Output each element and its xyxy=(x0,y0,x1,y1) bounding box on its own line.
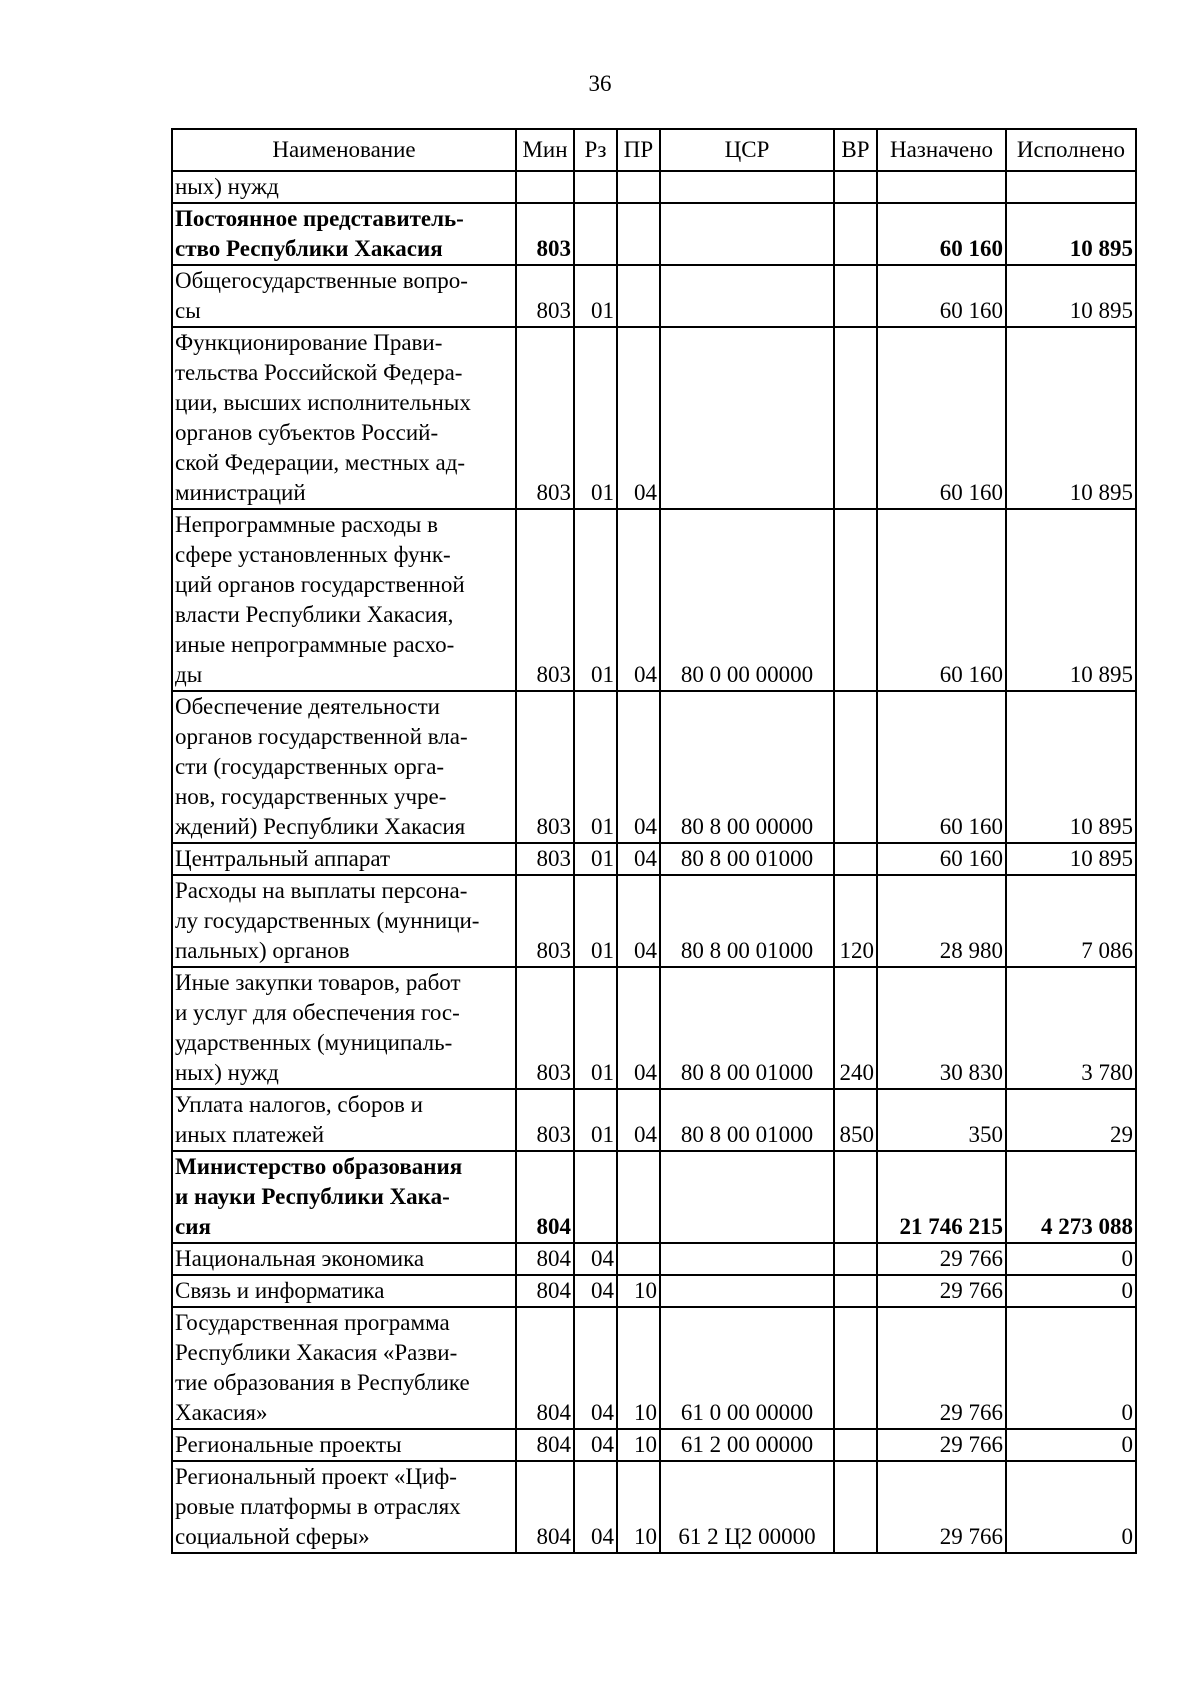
cell-assigned: 29 766 xyxy=(877,1275,1006,1307)
table-header-row xyxy=(172,129,1136,171)
cell-vr xyxy=(834,203,877,265)
cell-min: 803 xyxy=(516,967,574,1089)
table-body xyxy=(172,171,1136,1553)
cell-rz xyxy=(574,203,617,265)
cell-assigned: 60 160 xyxy=(877,203,1006,265)
header-executed: Исполнено xyxy=(1006,129,1136,171)
cell-csr xyxy=(660,1243,834,1275)
cell-rz: 04 xyxy=(574,1275,617,1307)
table-row xyxy=(172,1307,1136,1429)
cell-assigned: 21 746 215 xyxy=(877,1151,1006,1243)
cell-min: 803 xyxy=(516,265,574,327)
cell-rz: 01 xyxy=(574,875,617,967)
table-row xyxy=(172,171,1136,203)
cell-name: Обеспечение деятельности органов государственной вла- сти (государственных орга- нов, государственных учре- ждений) Республики Хакасия xyxy=(172,691,516,843)
cell-rz: 01 xyxy=(574,843,617,875)
table-row xyxy=(172,1429,1136,1461)
header-name: Наименование xyxy=(172,129,516,171)
table-row xyxy=(172,1243,1136,1275)
cell-vr xyxy=(834,1429,877,1461)
cell-rz xyxy=(574,1151,617,1243)
cell-pr: 04 xyxy=(617,327,660,509)
cell-assigned: 350 xyxy=(877,1089,1006,1151)
cell-name: Иные закупки товаров, работ и услуг для обеспечения гос- ударственных (муниципаль- ных) нужд xyxy=(172,967,516,1089)
cell-executed: 0 xyxy=(1006,1429,1136,1461)
cell-min: 803 xyxy=(516,203,574,265)
cell-min: 803 xyxy=(516,843,574,875)
cell-vr: 240 xyxy=(834,967,877,1089)
cell-assigned: 29 766 xyxy=(877,1243,1006,1275)
cell-min: 803 xyxy=(516,875,574,967)
cell-executed: 10 895 xyxy=(1006,327,1136,509)
cell-executed: 3 780 xyxy=(1006,967,1136,1089)
table-row xyxy=(172,203,1136,265)
cell-assigned: 30 830 xyxy=(877,967,1006,1089)
cell-executed: 0 xyxy=(1006,1243,1136,1275)
cell-vr xyxy=(834,1461,877,1553)
cell-name: Региональные проекты xyxy=(172,1429,516,1461)
table-row xyxy=(172,843,1136,875)
cell-min: 803 xyxy=(516,691,574,843)
cell-rz: 01 xyxy=(574,265,617,327)
table-row xyxy=(172,265,1136,327)
header-min: Мин xyxy=(516,129,574,171)
cell-min: 804 xyxy=(516,1275,574,1307)
cell-min xyxy=(516,171,574,203)
cell-rz: 04 xyxy=(574,1307,617,1429)
cell-assigned: 60 160 xyxy=(877,509,1006,691)
cell-vr: 850 xyxy=(834,1089,877,1151)
cell-min: 803 xyxy=(516,1089,574,1151)
cell-assigned: 60 160 xyxy=(877,691,1006,843)
cell-name: Государственная программа Республики Хакасия «Разви- тие образования в Республике Хакасия» xyxy=(172,1307,516,1429)
cell-name: Расходы на выплаты персона- лу государственных (мунници- пальных) органов xyxy=(172,875,516,967)
table-row xyxy=(172,875,1136,967)
cell-vr: 120 xyxy=(834,875,877,967)
cell-pr: 04 xyxy=(617,967,660,1089)
cell-executed: 10 895 xyxy=(1006,691,1136,843)
cell-pr xyxy=(617,265,660,327)
cell-vr xyxy=(834,1243,877,1275)
cell-csr: 61 2 00 00000 xyxy=(660,1429,834,1461)
cell-rz: 01 xyxy=(574,1089,617,1151)
cell-assigned: 29 766 xyxy=(877,1307,1006,1429)
cell-csr: 61 2 Ц2 00000 xyxy=(660,1461,834,1553)
cell-executed: 10 895 xyxy=(1006,509,1136,691)
table-row xyxy=(172,509,1136,691)
cell-min: 803 xyxy=(516,327,574,509)
cell-vr xyxy=(834,327,877,509)
cell-vr xyxy=(834,1307,877,1429)
cell-executed: 7 086 xyxy=(1006,875,1136,967)
cell-min: 804 xyxy=(516,1461,574,1553)
cell-executed: 0 xyxy=(1006,1275,1136,1307)
table-row xyxy=(172,1275,1136,1307)
budget-table xyxy=(171,128,1137,1554)
cell-name: Постоянное представитель- ство Республики Хакасия xyxy=(172,203,516,265)
cell-name: Связь и информатика xyxy=(172,1275,516,1307)
cell-vr xyxy=(834,171,877,203)
cell-pr: 10 xyxy=(617,1275,660,1307)
cell-csr xyxy=(660,1151,834,1243)
cell-executed: 29 xyxy=(1006,1089,1136,1151)
cell-min: 803 xyxy=(516,509,574,691)
cell-executed: 4 273 088 xyxy=(1006,1151,1136,1243)
cell-vr xyxy=(834,843,877,875)
cell-csr xyxy=(660,1275,834,1307)
cell-executed xyxy=(1006,171,1136,203)
page-number: 36 xyxy=(588,71,612,96)
cell-csr xyxy=(660,203,834,265)
cell-pr: 04 xyxy=(617,509,660,691)
cell-executed: 0 xyxy=(1006,1461,1136,1553)
cell-rz: 04 xyxy=(574,1243,617,1275)
cell-pr xyxy=(617,203,660,265)
cell-pr xyxy=(617,1151,660,1243)
cell-rz: 01 xyxy=(574,509,617,691)
table-row xyxy=(172,1089,1136,1151)
cell-executed: 10 895 xyxy=(1006,843,1136,875)
cell-assigned: 29 766 xyxy=(877,1461,1006,1553)
cell-min: 804 xyxy=(516,1307,574,1429)
cell-min: 804 xyxy=(516,1151,574,1243)
cell-name: Центральный аппарат xyxy=(172,843,516,875)
cell-pr: 04 xyxy=(617,691,660,843)
cell-rz: 01 xyxy=(574,691,617,843)
cell-rz: 01 xyxy=(574,967,617,1089)
cell-vr xyxy=(834,1151,877,1243)
cell-pr: 10 xyxy=(617,1429,660,1461)
table-row xyxy=(172,327,1136,509)
cell-csr: 80 8 00 01000 xyxy=(660,967,834,1089)
cell-rz: 01 xyxy=(574,327,617,509)
header-rz: Рз xyxy=(574,129,617,171)
cell-executed: 10 895 xyxy=(1006,203,1136,265)
cell-assigned: 60 160 xyxy=(877,265,1006,327)
cell-min: 804 xyxy=(516,1429,574,1461)
cell-pr: 04 xyxy=(617,875,660,967)
cell-csr: 80 8 00 00000 xyxy=(660,691,834,843)
cell-executed: 10 895 xyxy=(1006,265,1136,327)
table-row xyxy=(172,691,1136,843)
cell-rz: 04 xyxy=(574,1461,617,1553)
header-vr: ВР xyxy=(834,129,877,171)
cell-pr: 04 xyxy=(617,1089,660,1151)
cell-assigned: 29 766 xyxy=(877,1429,1006,1461)
cell-name: Региональный проект «Циф- ровые платформы в отраслях социальной сферы» xyxy=(172,1461,516,1553)
cell-pr: 10 xyxy=(617,1461,660,1553)
cell-assigned: 60 160 xyxy=(877,327,1006,509)
cell-vr xyxy=(834,1275,877,1307)
cell-name: Общегосударственные вопро- сы xyxy=(172,265,516,327)
cell-assigned xyxy=(877,171,1006,203)
cell-pr: 04 xyxy=(617,843,660,875)
cell-vr xyxy=(834,509,877,691)
cell-csr: 80 8 00 01000 xyxy=(660,875,834,967)
cell-pr: 10 xyxy=(617,1307,660,1429)
header-pr: ПР xyxy=(617,129,660,171)
table-row xyxy=(172,967,1136,1089)
cell-pr xyxy=(617,171,660,203)
cell-name: Министерство образования и науки Республики Хака- сия xyxy=(172,1151,516,1243)
header-csr: ЦСР xyxy=(660,129,834,171)
table-row xyxy=(172,1461,1136,1553)
cell-csr: 80 8 00 01000 xyxy=(660,1089,834,1151)
header-assigned: Назначено xyxy=(877,129,1006,171)
cell-name: Непрограммные расходы в сфере установленных функ- ций органов государственной власти Республики Хакасия, иные непрограммные расхо- ды xyxy=(172,509,516,691)
cell-csr: 80 0 00 00000 xyxy=(660,509,834,691)
cell-executed: 0 xyxy=(1006,1307,1136,1429)
table-row xyxy=(172,1151,1136,1243)
cell-csr xyxy=(660,171,834,203)
cell-csr xyxy=(660,265,834,327)
cell-name: ных) нужд xyxy=(172,171,516,203)
cell-vr xyxy=(834,265,877,327)
cell-name: Национальная экономика xyxy=(172,1243,516,1275)
cell-assigned: 28 980 xyxy=(877,875,1006,967)
cell-pr xyxy=(617,1243,660,1275)
cell-assigned: 60 160 xyxy=(877,843,1006,875)
cell-csr: 61 0 00 00000 xyxy=(660,1307,834,1429)
cell-csr xyxy=(660,327,834,509)
cell-vr xyxy=(834,691,877,843)
cell-name: Функционирование Прави- тельства Российской Федера- ции, высших исполнительных органов субъектов Россий- ской Федерации, местных ад- министраций xyxy=(172,327,516,509)
cell-rz xyxy=(574,171,617,203)
cell-rz: 04 xyxy=(574,1429,617,1461)
cell-csr: 80 8 00 01000 xyxy=(660,843,834,875)
cell-name: Уплата налогов, сборов и иных платежей xyxy=(172,1089,516,1151)
cell-min: 804 xyxy=(516,1243,574,1275)
